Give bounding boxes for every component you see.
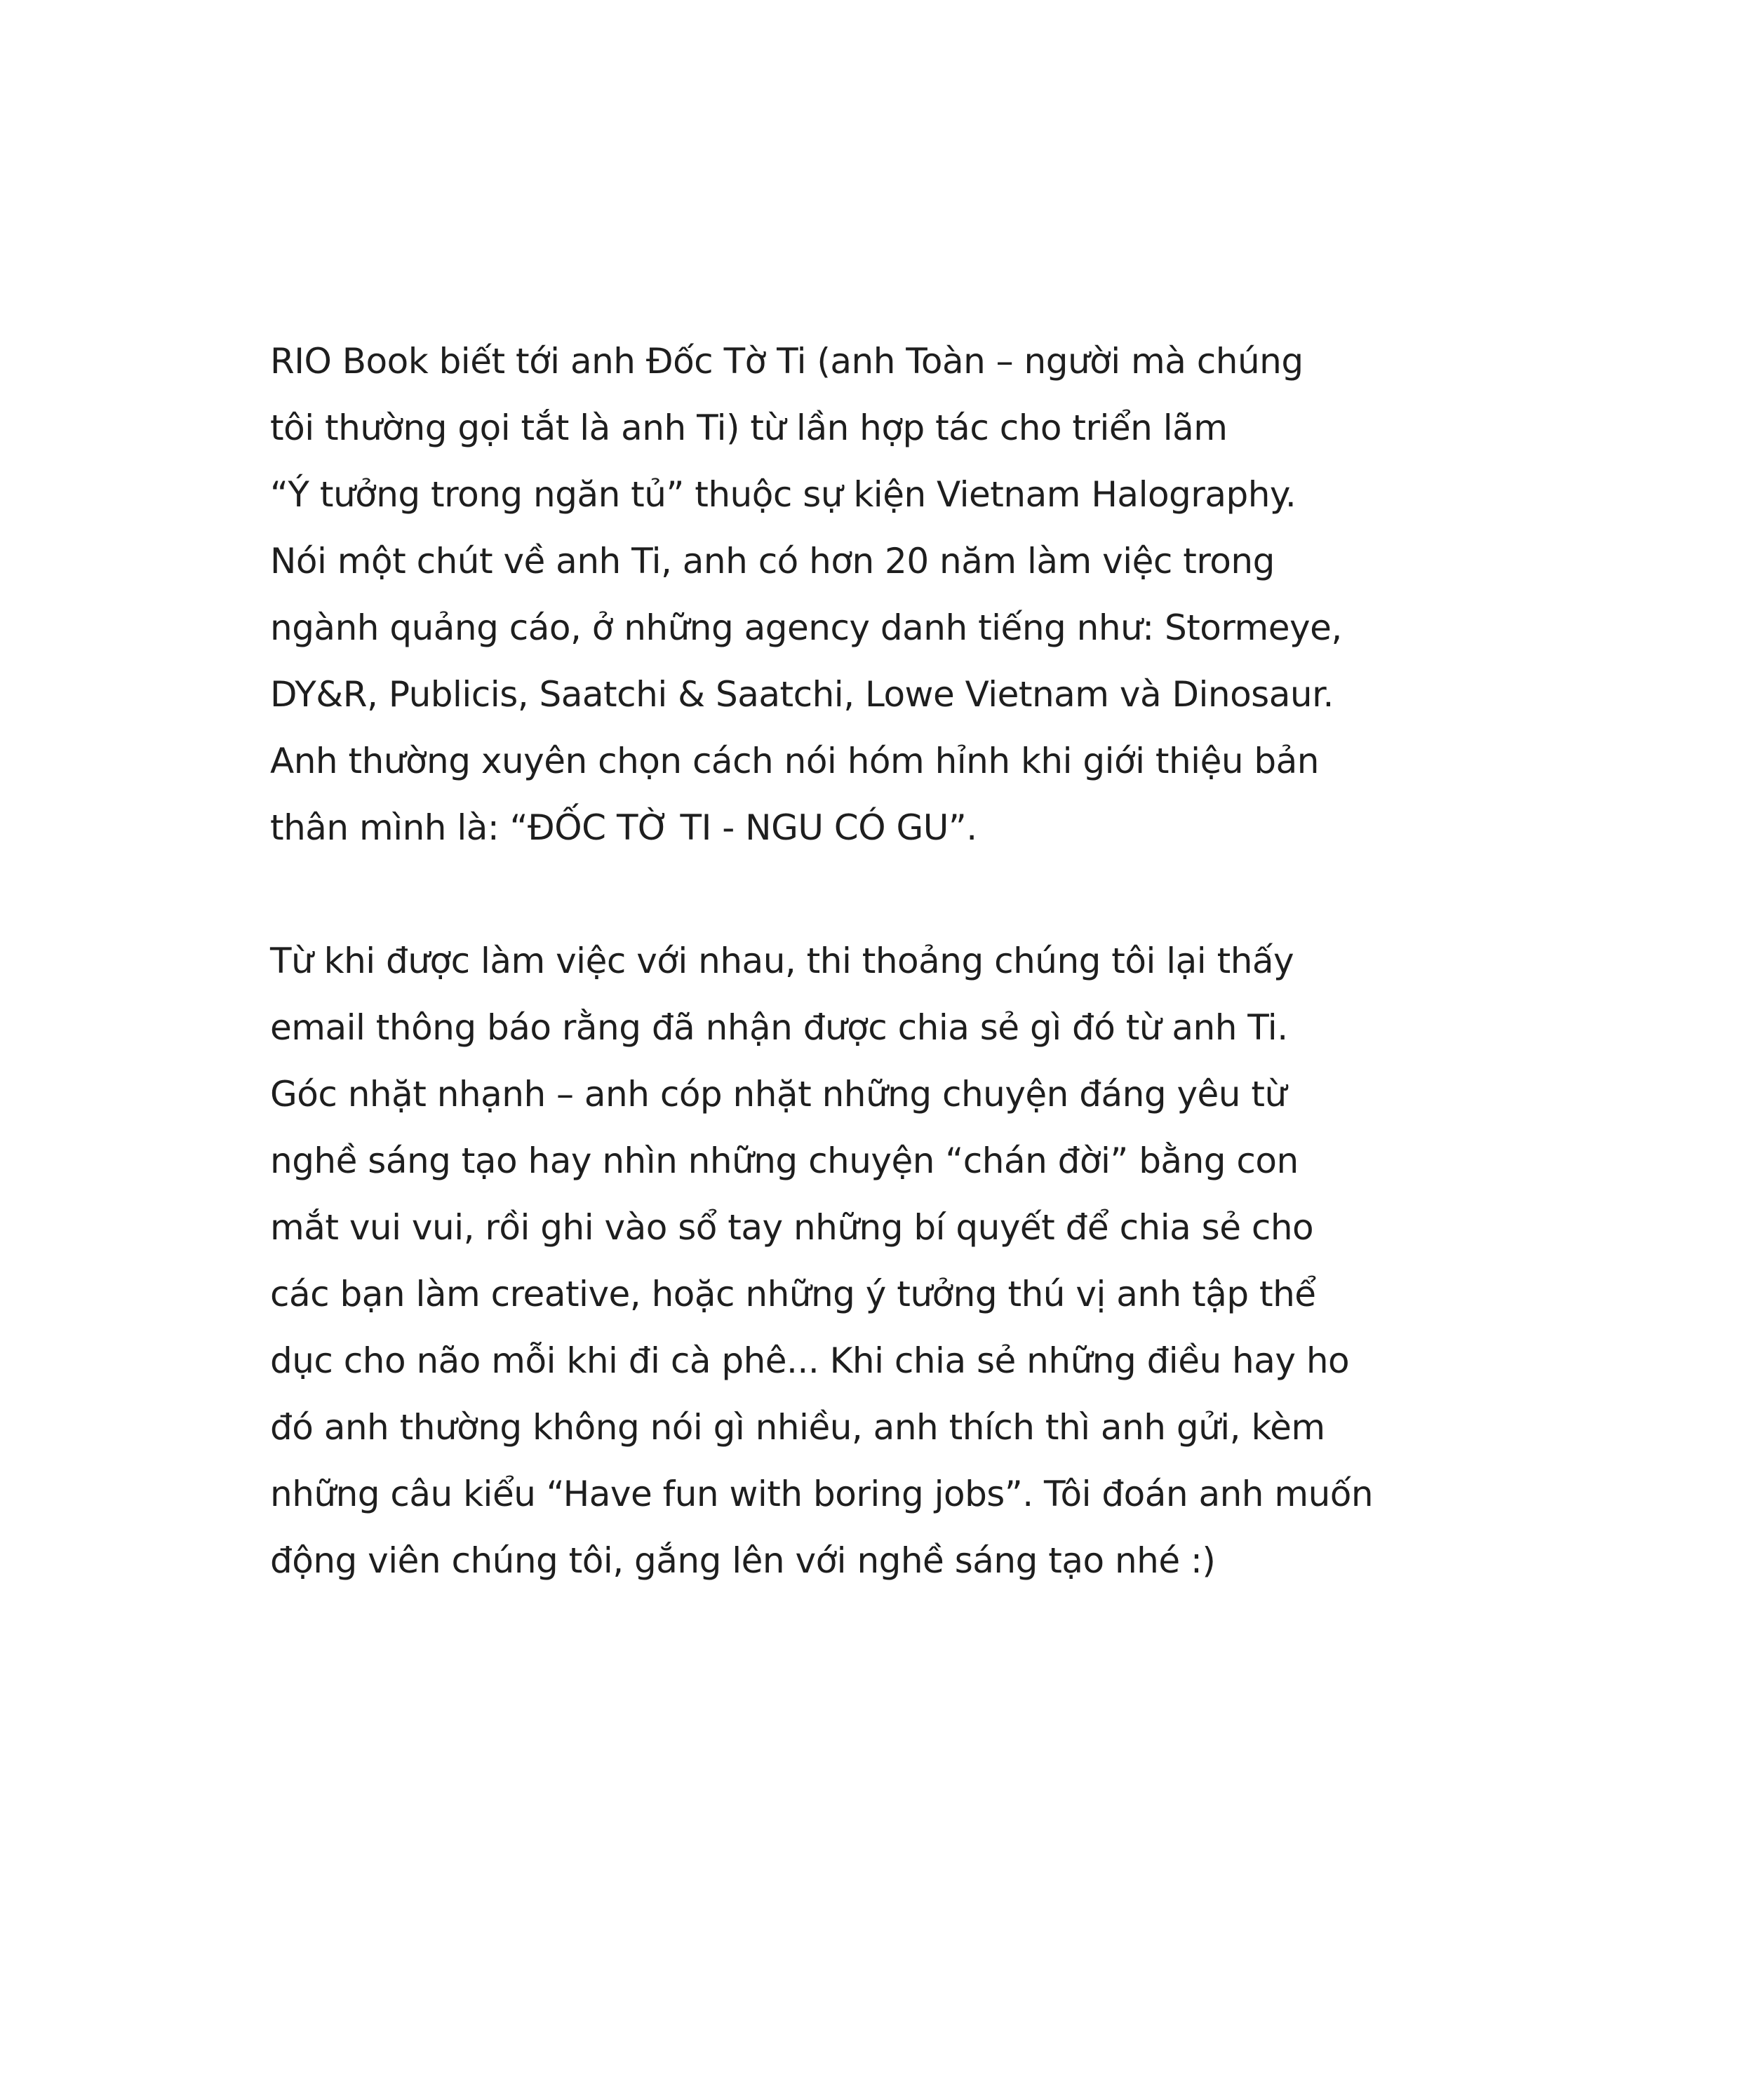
text-line: “Ý tưởng trong ngăn tủ” thuộc sự kiện Vietnam Halography. bbox=[270, 474, 1297, 515]
text-line: thân mình là: “ĐỐC TỜ TI - NGU CÓ GU”. bbox=[270, 807, 977, 848]
text-line: ngành quảng cáo, ở những agency danh tiếng như: Stormeye, bbox=[270, 607, 1342, 648]
text-line: DY&R, Publicis, Saatchi & Saatchi, Lowe Vietnam và Dinosaur. bbox=[270, 674, 1334, 715]
text-line: dục cho não mỗi khi đi cà phê... Khi chia sẻ những điều hay ho bbox=[270, 1340, 1350, 1381]
body-text bbox=[270, 328, 1526, 1594]
text-line: Nói một chút về anh Ti, anh có hơn 20 năm làm việc trong bbox=[270, 541, 1275, 581]
text-line: Góc nhặt nhạnh – anh cóp nhặt những chuyện đáng yêu từ bbox=[270, 1074, 1287, 1115]
text-line: Anh thường xuyên chọn cách nói hóm hỉnh khi giới thiệu bản bbox=[270, 741, 1319, 781]
text-line: nghề sáng tạo hay nhìn những chuyện “chán đời” bằng con bbox=[270, 1140, 1299, 1181]
text-line: những câu kiểu “Have fun with boring jobs”. Tôi đoán anh muốn bbox=[270, 1474, 1374, 1514]
text-line: RIO Book biết tới anh Đốc Tờ Ti (anh Toàn – người mà chúng bbox=[270, 341, 1304, 382]
text-line: tôi thường gọi tắt là anh Ti) từ lần hợp tác cho triển lãm bbox=[270, 408, 1228, 448]
text-line: mắt vui vui, rồi ghi vào sổ tay những bí quyết để chia sẻ cho bbox=[270, 1207, 1314, 1248]
paragraph-sharing bbox=[270, 928, 1526, 1594]
text-line: các bạn làm creative, hoặc những ý tưởng thú vị anh tập thể bbox=[270, 1274, 1316, 1314]
text-line: Từ khi được làm việc với nhau, thi thoảng chúng tôi lại thấy bbox=[270, 941, 1294, 981]
paragraph-intro bbox=[270, 328, 1526, 861]
text-line: đó anh thường không nói gì nhiều, anh thích thì anh gửi, kèm bbox=[270, 1407, 1325, 1448]
text-line: email thông báo rằng đã nhận được chia sẻ gì đó từ anh Ti. bbox=[270, 1007, 1288, 1048]
text-line: động viên chúng tôi, gắng lên với nghề sáng tạo nhé :) bbox=[270, 1540, 1216, 1581]
